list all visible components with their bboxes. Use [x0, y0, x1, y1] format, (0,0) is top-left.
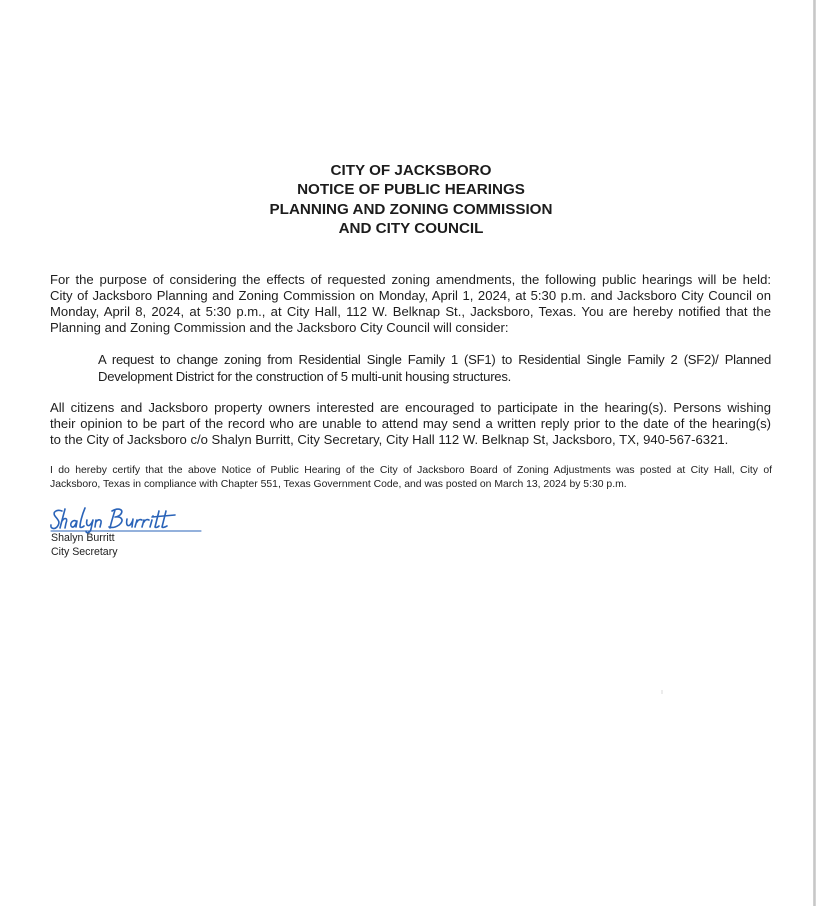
heading-line-notice: NOTICE OF PUBLIC HEARINGS [297, 181, 525, 199]
certification-line: I do hereby certify that the above Notice of Public Hearing of the City of Jacksboro Board of Zoning Adjustments was posted at City Hall, City of [50, 465, 772, 476]
request-line: Development District for the construction of 5 multi-unit housing structures. [98, 368, 512, 384]
signature-icon [49, 505, 209, 535]
handwritten-signature [49, 505, 209, 535]
intro-paragraph [50, 272, 771, 336]
signer-block [51, 532, 118, 560]
heading-line-commission: PLANNING AND ZONING COMMISSION [269, 200, 553, 218]
intro-line: Planning and Zoning Commission and the Jacksboro City Council will consider: [50, 319, 509, 335]
scan-artifact [661, 690, 663, 694]
signer-name: Shalyn Burritt [51, 532, 115, 544]
signer-title: City Secretary [51, 545, 118, 558]
certification-line: Jacksboro, Texas in compliance with Chapter 551, Texas Government Code, and was posted on March 13, 2024 by 5:30 p.m. [50, 478, 627, 490]
citizens-line: to the City of Jacksboro c/o Shalyn Burritt, City Secretary, City Hall 112 W. Belknap St, Jacksboro, TX, 940-567-6321. [50, 431, 729, 447]
citizens-line: All citizens and Jacksboro property owners interested are encouraged to participate in the hearing(s). Persons wishing [50, 400, 771, 415]
notice-heading [0, 161, 816, 239]
heading-line-city: CITY OF JACKSBORO [330, 162, 492, 179]
intro-line: Monday, April 8, 2024, at 5:30 p.m., at City Hall, 112 W. Belknap St., Jacksboro, Texas. You are hereby notified that the [50, 303, 771, 319]
citizens-paragraph [50, 400, 771, 448]
intro-line: For the purpose of considering the effects of requested zoning amendments, the following public hearings will be held: [50, 272, 771, 287]
intro-line: City of Jacksboro Planning and Zoning Commission on Monday, April 1, 2024, at 5:30 p.m. and Jacksboro City Council on [50, 287, 771, 303]
zoning-request-paragraph [98, 352, 771, 385]
citizens-line: their opinion to be part of the record who are unable to attend may send a written reply prior to the date of the hearing(s) [50, 415, 771, 431]
heading-line-council: AND CITY COUNCIL [338, 220, 484, 238]
request-line: A request to change zoning from Residential Single Family 1 (SF1) to Residential Single Family 2 (SF2)/ Planned [98, 352, 771, 367]
certification-paragraph [50, 464, 772, 492]
